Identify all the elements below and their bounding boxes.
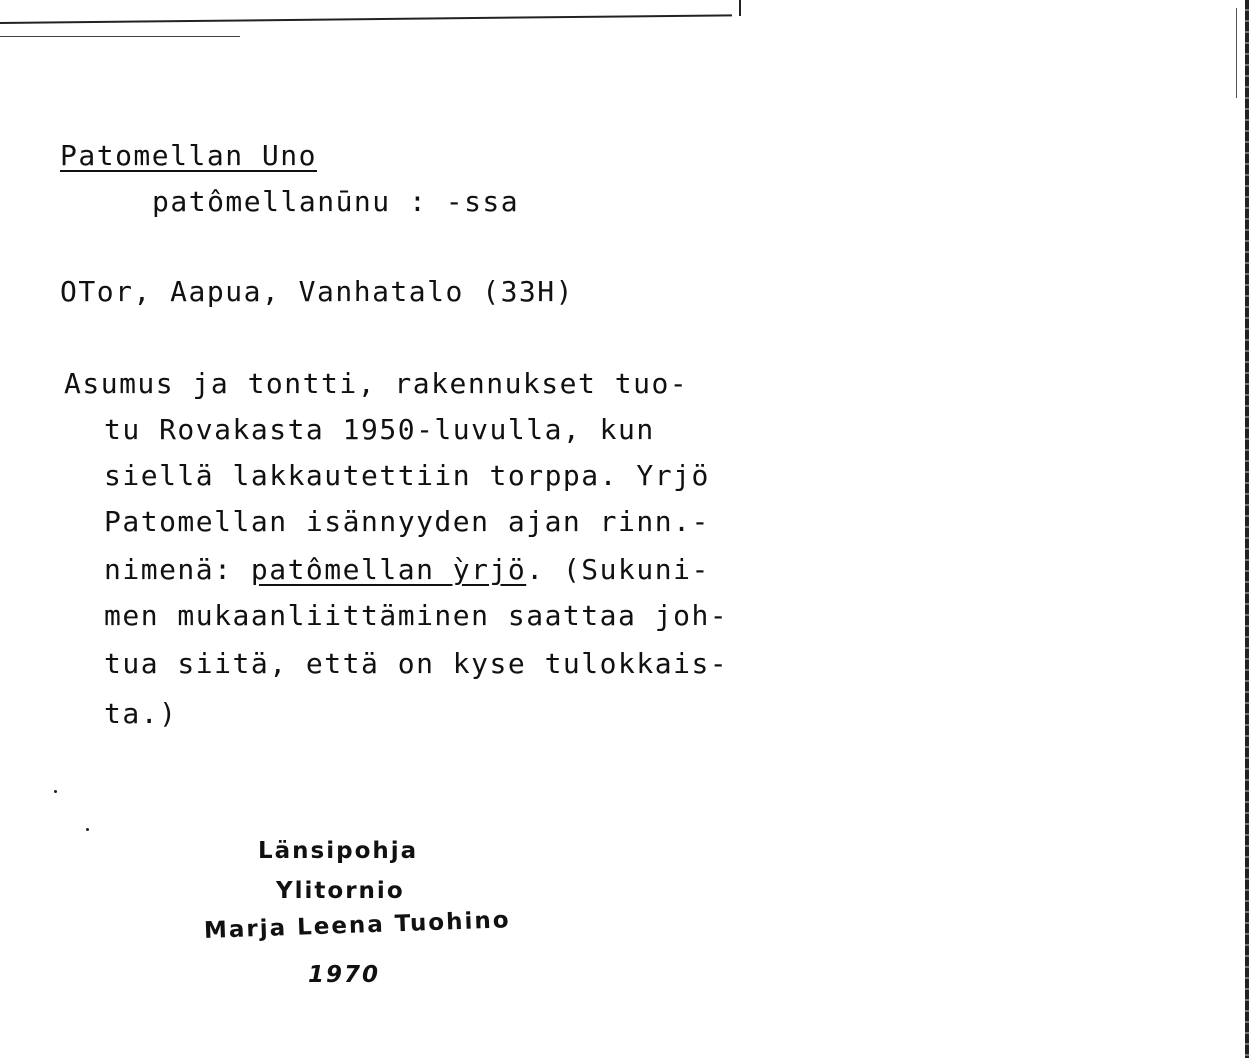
phonetic-transcription: patômellanūnu : -ssa: [152, 185, 520, 218]
body-line: ta.): [104, 697, 178, 730]
stamp-region: Länsipohja: [258, 838, 419, 864]
scan-tick-mark: [739, 0, 741, 16]
stamp-parish: Ylitornio: [276, 878, 405, 904]
body-text: . (Sukuni-: [526, 553, 710, 586]
body-line: siellä lakkautettiin torppa. Yrjö: [104, 459, 710, 492]
source-reference: OTor, Aapua, Vanhatalo (33H): [60, 275, 575, 308]
body-line: tua siitä, että on kyse tulokkais-: [104, 647, 729, 680]
stamp-collector: Marja Leena Tuohino: [203, 907, 511, 944]
scan-right-edge-secondary: [1236, 8, 1237, 98]
body-line: tu Rovakasta 1950-luvulla, kun: [104, 413, 655, 446]
scan-edge-line-secondary: [0, 36, 240, 37]
scan-speck: [54, 790, 57, 793]
stamp-year: 1970: [308, 962, 381, 988]
body-line: [104, 553, 710, 586]
card-heading: Patomellan Uno: [60, 139, 318, 172]
body-line: Patomellan isännyyden ajan rinn.-: [104, 505, 710, 538]
body-text: nimenä:: [104, 553, 251, 586]
underlined-name: patômellan ỳrjö: [250, 553, 527, 586]
body-line: men mukaanliittäminen saattaa joh-: [104, 599, 729, 632]
scan-right-edge: [1245, 0, 1249, 1058]
body-line: Asumus ja tontti, rakennukset tuo-: [64, 367, 689, 400]
scan-speck: [86, 828, 89, 831]
scan-edge-line: [0, 14, 732, 24]
